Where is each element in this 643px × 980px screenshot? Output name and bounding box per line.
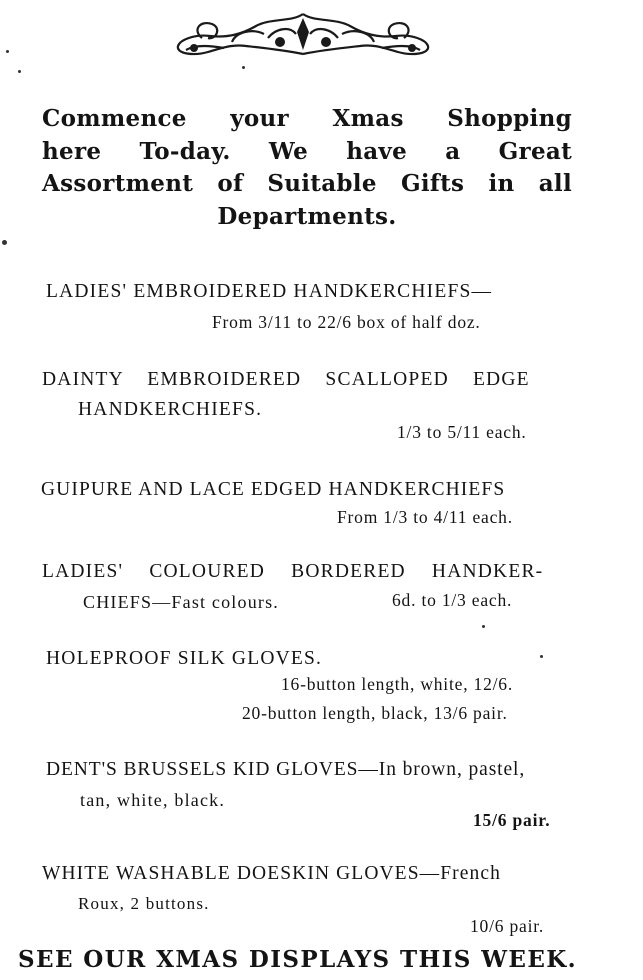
item-title-continued: HANDKERCHIEFS. (78, 399, 263, 420)
item-price: From 1/3 to 4/11 each. (337, 507, 513, 527)
item-title: DENT'S BRUSSELS KID GLOVES—In brown, pastel, (46, 759, 526, 780)
item-price: 1/3 to 5/11 each. (397, 422, 527, 442)
headline-line-4: Departments. (217, 202, 397, 230)
item-price: From 3/11 to 22/6 box of half doz. (212, 312, 481, 332)
item-price-black: 20-button length, black, 13/6 pair. (242, 703, 508, 723)
item-title-continued: CHIEFS—Fast colours. (83, 592, 280, 612)
headline-line-2: here To-day. We have a Great (42, 137, 572, 165)
print-speck (6, 50, 9, 53)
item-title: WHITE WASHABLE DOESKIN GLOVES—French (42, 863, 501, 884)
print-speck (482, 625, 485, 628)
item-price-white: 16-button length, white, 12/6. (281, 674, 514, 694)
item-title: LADIES' EMBROIDERED HANDKERCHIEFS— (46, 281, 493, 302)
headline (42, 103, 572, 233)
item-price: 15/6 pair. (473, 810, 551, 830)
print-speck (2, 240, 7, 245)
headline-line-3: Assortment of Suitable Gifts in all (42, 170, 572, 197)
item-title: HOLEPROOF SILK GLOVES. (46, 648, 323, 669)
headline-line-1: Commence your Xmas Shopping (42, 105, 572, 132)
footer-banner: SEE OUR XMAS DISPLAYS THIS WEEK. (18, 946, 578, 973)
decorative-scroll-ornament-icon (172, 8, 434, 58)
item-title: DAINTY EMBROIDERED SCALLOPED EDGE (42, 369, 530, 390)
item-title: LADIES' COLOURED BORDERED HANDKER- (42, 561, 544, 582)
item-title: GUIPURE AND LACE EDGED HANDKERCHIEFS (41, 479, 506, 500)
item-title-continued: tan, white, black. (80, 790, 226, 810)
item-title-continued: Roux, 2 buttons. (78, 894, 210, 913)
item-price: 10/6 pair. (470, 916, 545, 936)
print-speck (540, 655, 543, 658)
item-price: 6d. to 1/3 each. (392, 590, 513, 610)
print-speck (18, 70, 21, 73)
print-speck (242, 66, 245, 69)
